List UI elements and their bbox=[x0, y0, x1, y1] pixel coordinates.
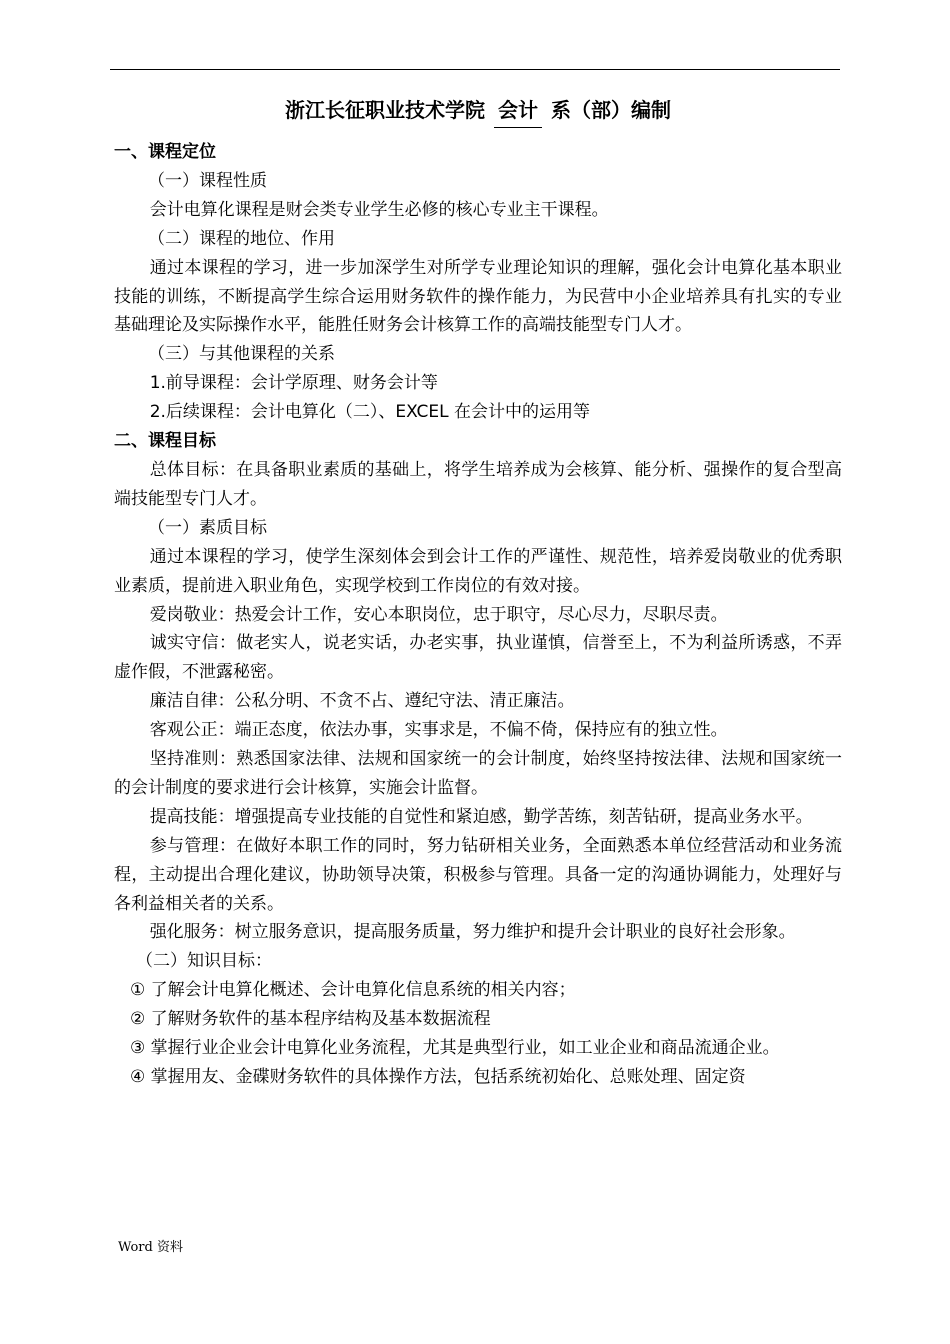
header-rule bbox=[110, 69, 840, 70]
paragraph: 通过本课程的学习，进一步加深学生对所学专业理论知识的理解，强化会计电算化基本职业技能的训练，不断提高学生综合运用财务软件的操作能力，为民营中小企业培养具有扎实的专业基础理论及实际操作水平，能胜任财务会计核算工作的高端技能型专门人才。 bbox=[114, 257, 842, 336]
paragraph: 客观公正：端正态度，依法办事，实事求是，不偏不倚，保持应有的独立性。 bbox=[149, 720, 728, 741]
document-page bbox=[114, 90, 842, 1092]
paragraph: 总体目标：在具备职业素质的基础上，将学生培养成为会核算、能分析、强操作的复合型高端技能型专门人才。 bbox=[114, 459, 842, 509]
list-item: ④ 掌握用友、金碟财务软件的具体操作方法，包括系统初始化、总账处理、固定资 bbox=[130, 1067, 746, 1087]
paragraph: 提高技能：增强提高专业技能的自觉性和紧迫感，勤学苦练，刻苦钻研，提高业务水平。 bbox=[149, 806, 813, 827]
title-department-underlined: 会计 bbox=[494, 93, 542, 128]
paragraph: 参与管理：在做好本职工作的同时，努力钻研相关业务，全面熟悉本单位经营活动和业务流程，主动提出合理化建议，协助领导决策，积极参与管理。具备一定的沟通协调能力，处理好与各利益相关者的关系。 bbox=[114, 835, 842, 914]
list-item: ① 了解会计电算化概述、会计电算化信息系统的相关内容； bbox=[130, 980, 576, 1001]
paragraph: 坚持准则：熟悉国家法律、法规和国家统一的会计制度，始终坚持按法律、法规和国家统一的会计制度的要求进行会计核算，实施会计监督。 bbox=[114, 749, 842, 798]
title-school: 浙江长征职业技术学院 bbox=[285, 98, 486, 122]
paragraph: 通过本课程的学习，使学生深刻体会到会计工作的严谨性、规范性，培养爱岗敬业的优秀职业素质，提前进入职业角色，实现学校到工作岗位的有效对接。 bbox=[114, 546, 842, 596]
subsection-heading: （二）知识目标： bbox=[136, 951, 272, 972]
paragraph: 强化服务：树立服务意识，提高服务质量，努力维护和提升会计职业的良好社会形象。 bbox=[149, 922, 796, 943]
paragraph: 1.前导课程：会计学原理、财务会计等 bbox=[149, 373, 438, 394]
section-heading: 一、课程定位 bbox=[114, 142, 216, 162]
paragraph: 廉洁自律：公私分明、不贪不占、遵纪守法、清正廉洁。 bbox=[149, 691, 575, 712]
document-title bbox=[114, 90, 842, 136]
subsection-heading: （一）素质目标 bbox=[148, 517, 267, 538]
subsection-heading: （二）课程的地位、作用 bbox=[148, 228, 335, 249]
section-heading: 二、课程目标 bbox=[114, 431, 216, 452]
paragraph: 爱岗敬业：热爱会计工作，安心本职岗位，忠于职守，尽心尽力，尽职尽责。 bbox=[149, 604, 728, 625]
paragraph: 会计电算化课程是财会类专业学生必修的核心专业主干课程。 bbox=[149, 199, 609, 220]
paragraph: 2.后续课程：会计电算化（二）、EXCEL 在会计中的运用等 bbox=[149, 402, 591, 423]
subsection-heading: （三）与其他课程的关系 bbox=[148, 344, 335, 365]
list-item: ③ 掌握行业企业会计电算化业务流程，尤其是典型行业，如工业企业和商品流通企业。 bbox=[130, 1038, 780, 1059]
page-footer: Word 资料 bbox=[118, 1240, 183, 1255]
list-item: ② 了解财务软件的基本程序结构及基本数据流程 bbox=[130, 1009, 491, 1030]
title-suffix: 系（部）编制 bbox=[550, 98, 671, 122]
paragraph: 诚实守信：做老实人，说老实话，办老实事，执业谨慎，信誉至上，不为利益所诱惑，不弄虚作假，不泄露秘密。 bbox=[114, 633, 842, 683]
subsection-heading: （一）课程性质 bbox=[148, 170, 267, 191]
